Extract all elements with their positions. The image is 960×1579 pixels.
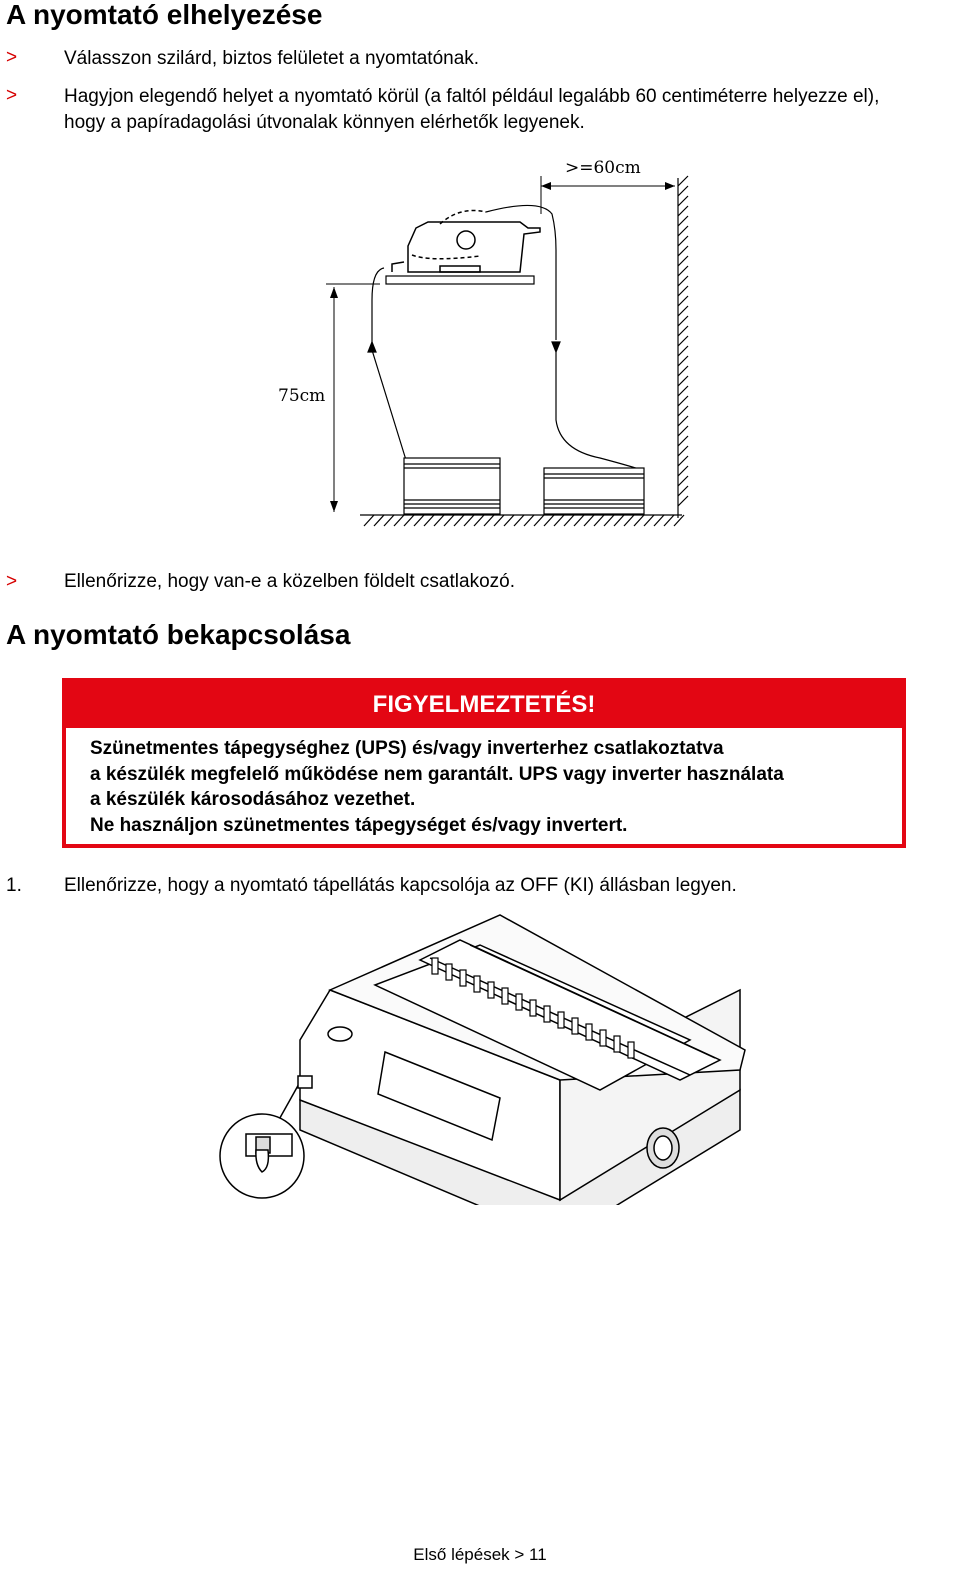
stand-top bbox=[386, 276, 534, 284]
hatch-line bbox=[678, 366, 688, 376]
hatch-line bbox=[644, 515, 654, 526]
hatch-line bbox=[678, 416, 688, 426]
hatch-line bbox=[678, 356, 688, 366]
hatch-line bbox=[678, 286, 688, 296]
hatch-line bbox=[494, 515, 504, 526]
hatch-line bbox=[678, 246, 688, 256]
hatch-line bbox=[674, 515, 684, 526]
hatch-line bbox=[634, 515, 644, 526]
warning-box bbox=[62, 678, 906, 848]
warning-header bbox=[66, 682, 902, 728]
hatch-line bbox=[678, 426, 688, 436]
hatch-line bbox=[554, 515, 564, 526]
hatch-line bbox=[678, 256, 688, 266]
warning-line: a készülék megfelelő működése nem garantált. UPS vagy inverter használata bbox=[90, 763, 784, 785]
bullet-text: Hagyjon elegendő helyet a nyomtató körül (a faltól például legalább 60 centiméterre helyezze el), bbox=[64, 86, 880, 107]
height-label: 75cm bbox=[278, 386, 326, 406]
bullet-marker: > bbox=[6, 85, 18, 106]
hatch-line bbox=[678, 296, 688, 306]
hatch-line bbox=[678, 236, 688, 246]
distance-label: >=60cm bbox=[565, 158, 641, 178]
hatch-line bbox=[534, 515, 544, 526]
bullet-marker: > bbox=[6, 47, 18, 68]
hatch-line bbox=[678, 186, 688, 196]
bullet-marker: > bbox=[6, 571, 18, 592]
hatch-line bbox=[678, 496, 688, 506]
hatch-line bbox=[678, 436, 688, 446]
paper-stacks bbox=[404, 458, 644, 514]
hatch-line bbox=[678, 396, 688, 406]
warning-title: FIGYELMEZTETÉS! bbox=[372, 691, 596, 718]
hatch-line bbox=[464, 515, 474, 526]
printer-side-icon bbox=[392, 211, 540, 273]
hatch-line bbox=[574, 515, 584, 526]
hatch-line bbox=[384, 515, 394, 526]
hatch-line bbox=[514, 515, 524, 526]
power-switch-callout bbox=[220, 1076, 312, 1198]
hatch-line bbox=[444, 515, 454, 526]
section-title-placement: A nyomtató elhelyezése bbox=[6, 0, 323, 30]
hatch-line bbox=[678, 326, 688, 336]
floor-hatching bbox=[360, 515, 684, 526]
hatch-line bbox=[394, 515, 404, 526]
hatch-line bbox=[484, 515, 494, 526]
hatch-line bbox=[414, 515, 424, 526]
bullet-text: hogy a papíradagolási útvonalak könnyen elérhetők legyenek. bbox=[64, 112, 585, 133]
hatch-line bbox=[604, 515, 614, 526]
hatch-line bbox=[678, 216, 688, 226]
hatch-line bbox=[374, 515, 384, 526]
hatch-line bbox=[624, 515, 634, 526]
hatch-line bbox=[678, 196, 688, 206]
printer-body bbox=[300, 915, 745, 1205]
printer-placement-diagram bbox=[270, 150, 700, 535]
warning-line: a készülék károsodásához vezethet. bbox=[90, 789, 416, 810]
hatch-line bbox=[678, 306, 688, 316]
hatch-line bbox=[654, 515, 664, 526]
hatch-line bbox=[524, 515, 534, 526]
printer-illustration bbox=[215, 905, 755, 1205]
hatch-line bbox=[404, 515, 414, 526]
warning-line: Szünetmentes tápegységhez (UPS) és/vagy inverterhez csatlakoztatva bbox=[90, 738, 724, 759]
hatch-line bbox=[678, 316, 688, 326]
hatch-line bbox=[454, 515, 464, 526]
hatch-line bbox=[564, 515, 574, 526]
hatch-line bbox=[594, 515, 604, 526]
hatch-line bbox=[434, 515, 444, 526]
hatch-line bbox=[678, 176, 688, 186]
page-footer: Első lépések > 11 bbox=[413, 1545, 547, 1564]
step-number: 1. bbox=[6, 875, 22, 896]
hatch-line bbox=[678, 486, 688, 496]
hatch-line bbox=[504, 515, 514, 526]
hatch-line bbox=[614, 515, 624, 526]
hatch-line bbox=[584, 515, 594, 526]
hatch-line bbox=[678, 206, 688, 216]
hatch-line bbox=[678, 346, 688, 356]
hatch-line bbox=[678, 226, 688, 236]
hatch-line bbox=[678, 376, 688, 386]
hatch-line bbox=[678, 266, 688, 276]
bullet-text: Válasszon szilárd, biztos felületet a nyomtatónak. bbox=[64, 48, 480, 69]
step-text: Ellenőrizze, hogy a nyomtató tápellátás kapcsolója az OFF (KI) állásban legyen. bbox=[64, 875, 737, 896]
hatch-line bbox=[678, 476, 688, 486]
hatch-line bbox=[424, 515, 434, 526]
bullet-text: Ellenőrizze, hogy van-e a közelben földelt csatlakozó. bbox=[64, 571, 515, 592]
hatch-line bbox=[678, 446, 688, 456]
hatch-line bbox=[678, 276, 688, 286]
hatch-line bbox=[474, 515, 484, 526]
hatch-line bbox=[664, 515, 674, 526]
hatch-line bbox=[678, 406, 688, 416]
hatch-line bbox=[678, 336, 688, 346]
warning-line: Ne használjon szünetmentes tápegységet és/vagy invertert. bbox=[90, 814, 628, 836]
section-title-power-on: A nyomtató bekapcsolása bbox=[6, 619, 351, 650]
hatch-line bbox=[364, 515, 374, 526]
wall-hatching bbox=[678, 176, 688, 518]
hatch-line bbox=[678, 466, 688, 476]
hatch-line bbox=[678, 386, 688, 396]
hatch-line bbox=[544, 515, 554, 526]
warning-text bbox=[90, 736, 784, 838]
hatch-line bbox=[678, 456, 688, 466]
